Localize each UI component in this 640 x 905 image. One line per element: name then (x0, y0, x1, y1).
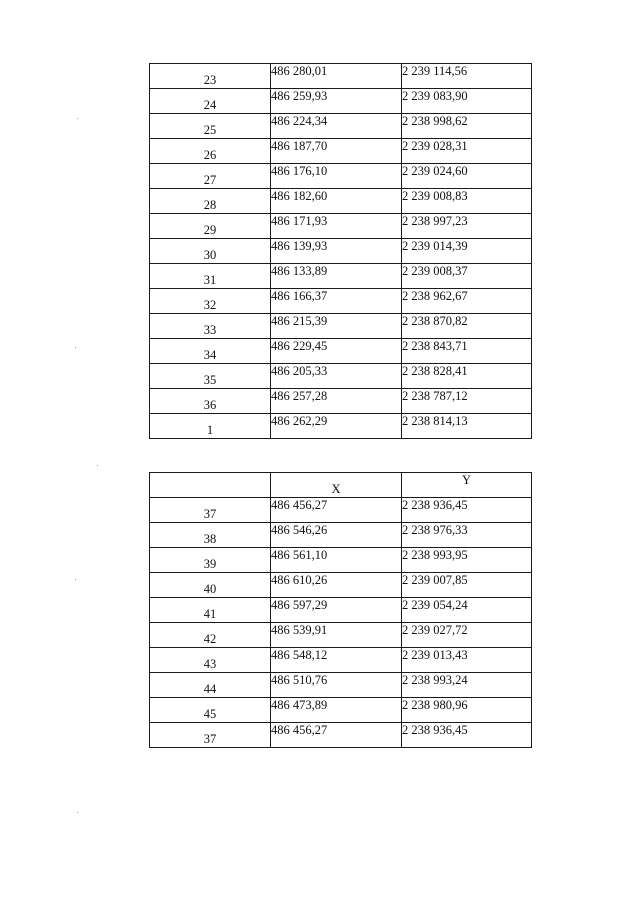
scan-speck (77, 812, 78, 813)
table-row (150, 64, 532, 89)
x-coordinate-cell: 486 166,37 (271, 289, 402, 314)
x-coordinate-cell: 486 229,45 (271, 339, 402, 364)
table-row (150, 698, 532, 723)
x-coordinate-cell: 486 610,26 (271, 573, 402, 598)
x-coordinate-cell: 486 205,33 (271, 364, 402, 389)
coordinates-table-2 (149, 472, 532, 748)
x-coordinate-cell: 486 539,91 (271, 623, 402, 648)
point-number-cell: 40 (150, 573, 271, 598)
table-row (150, 598, 532, 623)
point-number-cell: 25 (150, 114, 271, 139)
x-coordinate-cell: 486 456,27 (271, 723, 402, 748)
y-coordinate-cell: 2 238 980,96 (402, 698, 532, 723)
point-number-cell: 34 (150, 339, 271, 364)
y-coordinate-cell: 2 239 008,37 (402, 264, 532, 289)
point-number-cell: 23 (150, 64, 271, 89)
table-row (150, 189, 532, 214)
x-coordinate-cell: 486 257,28 (271, 389, 402, 414)
point-number-cell: 29 (150, 214, 271, 239)
y-coordinate-cell: 2 238 936,45 (402, 723, 532, 748)
x-coordinate-cell: 486 187,70 (271, 139, 402, 164)
point-number-cell: 37 (150, 723, 271, 748)
point-number-cell: 27 (150, 164, 271, 189)
y-coordinate-cell: 2 239 083,90 (402, 89, 532, 114)
x-coordinate-cell: 486 182,60 (271, 189, 402, 214)
y-coordinate-cell: 2 239 014,39 (402, 239, 532, 264)
y-coordinate-cell: 2 238 976,33 (402, 523, 532, 548)
table-row (150, 523, 532, 548)
y-coordinate-cell: 2 239 028,31 (402, 139, 532, 164)
scan-speck (75, 579, 76, 580)
header-row (150, 473, 532, 498)
point-number-cell: 26 (150, 139, 271, 164)
table-row (150, 389, 532, 414)
table-row (150, 289, 532, 314)
x-coordinate-cell: 486 133,89 (271, 264, 402, 289)
y-coordinate-cell: 2 239 008,83 (402, 189, 532, 214)
y-coordinate-cell: 2 239 007,85 (402, 573, 532, 598)
coordinates-table-2-body (150, 498, 532, 748)
y-coordinate-cell: 2 238 814,13 (402, 414, 532, 439)
x-coordinate-cell: 486 139,93 (271, 239, 402, 264)
x-coordinate-cell: 486 262,29 (271, 414, 402, 439)
table-row (150, 723, 532, 748)
point-number-cell: 45 (150, 698, 271, 723)
y-coordinate-cell: 2 238 870,82 (402, 314, 532, 339)
table-row (150, 498, 532, 523)
x-coordinate-cell: 486 561,10 (271, 548, 402, 573)
table-row (150, 164, 532, 189)
point-number-cell: 32 (150, 289, 271, 314)
coordinates-table-1 (149, 63, 532, 439)
y-coordinate-cell: 2 238 993,24 (402, 673, 532, 698)
table-row (150, 264, 532, 289)
y-coordinate-cell: 2 239 027,72 (402, 623, 532, 648)
point-number-cell: 33 (150, 314, 271, 339)
y-coordinate-cell: 2 238 997,23 (402, 214, 532, 239)
coordinates-table-1-body (150, 64, 532, 439)
x-coordinate-cell: 486 597,29 (271, 598, 402, 623)
table-row (150, 548, 532, 573)
y-coordinate-cell: 2 239 114,56 (402, 64, 532, 89)
table-row (150, 314, 532, 339)
table-row (150, 339, 532, 364)
point-number-cell: 43 (150, 648, 271, 673)
point-number-cell: 24 (150, 89, 271, 114)
header-x: X (271, 473, 402, 498)
x-coordinate-cell: 486 280,01 (271, 64, 402, 89)
point-number-cell: 31 (150, 264, 271, 289)
x-coordinate-cell: 486 510,76 (271, 673, 402, 698)
point-number-cell: 41 (150, 598, 271, 623)
x-coordinate-cell: 486 171,93 (271, 214, 402, 239)
table-row (150, 648, 532, 673)
scan-speck (97, 465, 98, 466)
point-number-cell: 38 (150, 523, 271, 548)
table-row (150, 364, 532, 389)
y-coordinate-cell: 2 238 998,62 (402, 114, 532, 139)
table-row (150, 114, 532, 139)
point-number-cell: 35 (150, 364, 271, 389)
table-row (150, 573, 532, 598)
y-coordinate-cell: 2 238 962,67 (402, 289, 532, 314)
header-point (150, 473, 271, 498)
y-coordinate-cell: 2 239 013,43 (402, 648, 532, 673)
scan-speck (75, 347, 76, 348)
table-row (150, 139, 532, 164)
scan-speck (77, 118, 78, 119)
x-coordinate-cell: 486 546,26 (271, 523, 402, 548)
table-row (150, 623, 532, 648)
x-coordinate-cell: 486 176,10 (271, 164, 402, 189)
coordinates-table-2-header (150, 473, 532, 498)
x-coordinate-cell: 486 548,12 (271, 648, 402, 673)
y-coordinate-cell: 2 238 993,95 (402, 548, 532, 573)
y-coordinate-cell: 2 239 054,24 (402, 598, 532, 623)
header-y: Y (402, 473, 532, 498)
y-coordinate-cell: 2 239 024,60 (402, 164, 532, 189)
x-coordinate-cell: 486 456,27 (271, 498, 402, 523)
x-coordinate-cell: 486 473,89 (271, 698, 402, 723)
point-number-cell: 42 (150, 623, 271, 648)
point-number-cell: 39 (150, 548, 271, 573)
point-number-cell: 30 (150, 239, 271, 264)
point-number-cell: 36 (150, 389, 271, 414)
table-row (150, 89, 532, 114)
x-coordinate-cell: 486 259,93 (271, 89, 402, 114)
y-coordinate-cell: 2 238 843,71 (402, 339, 532, 364)
y-coordinate-cell: 2 238 828,41 (402, 364, 532, 389)
point-number-cell: 44 (150, 673, 271, 698)
table-row (150, 673, 532, 698)
x-coordinate-cell: 486 215,39 (271, 314, 402, 339)
table-row (150, 239, 532, 264)
table-row (150, 214, 532, 239)
y-coordinate-cell: 2 238 787,12 (402, 389, 532, 414)
x-coordinate-cell: 486 224,34 (271, 114, 402, 139)
point-number-cell: 1 (150, 414, 271, 439)
point-number-cell: 37 (150, 498, 271, 523)
y-coordinate-cell: 2 238 936,45 (402, 498, 532, 523)
point-number-cell: 28 (150, 189, 271, 214)
table-row (150, 414, 532, 439)
